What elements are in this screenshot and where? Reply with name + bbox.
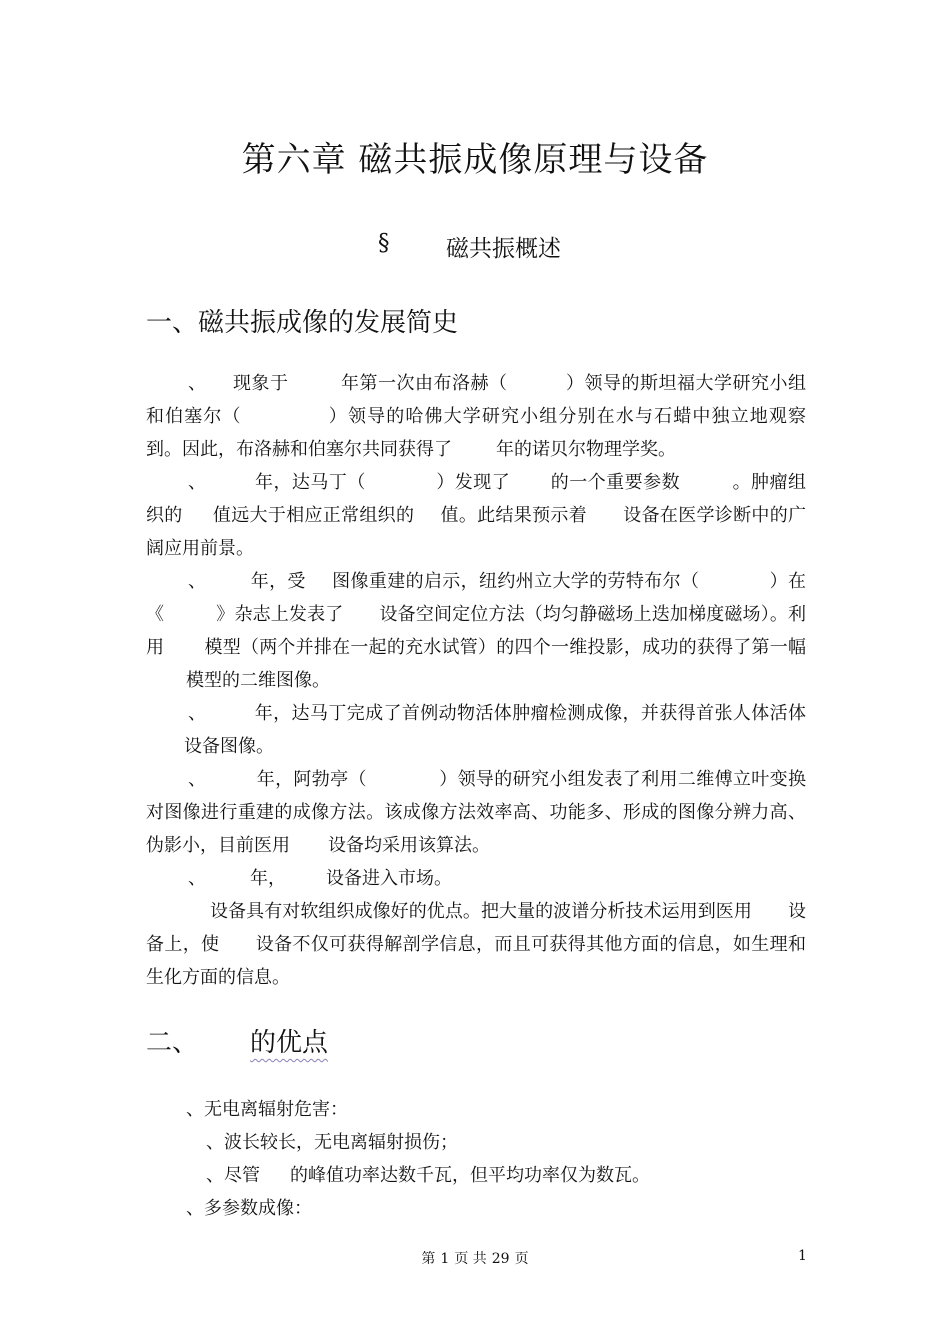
paragraph-1: 、 现象于 年第一次由布洛赫（ ）领导的斯坦福大学研究小组和伯塞尔（ ）领导的哈佛大学研究小组分别在水与石蜡中独立地观察到。因此，布洛赫和伯塞尔共同获得了 年的诺贝尔物理学奖。 bbox=[146, 373, 807, 460]
heading-advantages bbox=[146, 1022, 328, 1059]
paragraph-7: 设备具有对软组织成像好的优点。把大量的波谱分析技术运用到医用 设备上，使 设备不仅可获得解剖学信息，而且可获得其他方面的信息，如生理和生化方面的信息。 bbox=[146, 901, 807, 988]
heading-history: 一、磁共振成像的发展简史 bbox=[146, 308, 459, 338]
section-title: 磁共振概述 bbox=[446, 236, 561, 262]
paragraph-3: 、 年，受 图像重建的启示，纽约州立大学的劳特布尔（ ）在《 》杂志上发表了 设备空间定位方法（均匀静磁场上迭加梯度磁场）。利用 模型（两个并排在一起的充水试管）的四个一维投影，成功的获得了第一幅模型的二维图像。 bbox=[146, 571, 807, 691]
paragraph-4: 、 年，达马丁完成了首例动物活体肿瘤检测成像，并获得首张人体活体设备图像。 bbox=[184, 703, 807, 757]
section-symbol: § bbox=[378, 230, 390, 256]
paragraph-5: 、 年，阿勃亭（ ）领导的研究小组发表了利用二维傅立叶变换对图像进行重建的成像方法。该成像方法效率高、功能多、形成的图像分辨力高、伪影小，目前医用 设备均采用该算法。 bbox=[146, 769, 807, 856]
heading-advantages-number: 二、 bbox=[146, 1028, 199, 1058]
advantages-list bbox=[146, 1093, 806, 1225]
paragraph-6: 、 年， 设备进入市场。 bbox=[188, 868, 452, 889]
paragraph-2: 、 年，达马丁（ ）发现了 的一个重要参数 。肿瘤组织的 值远大于相应正常组织的 值。此结果预示着 设备在医学诊断中的广阔应用前景。 bbox=[146, 472, 807, 559]
list-item: 、尽管 的峰值功率达数千瓦，但平均功率仅为数瓦。 bbox=[206, 1165, 650, 1186]
list-item: 、波长较长，无电离辐射损伤； bbox=[206, 1132, 458, 1153]
chapter-title: 第六章 磁共振成像原理与设备 bbox=[241, 140, 709, 180]
history-body bbox=[146, 367, 806, 994]
list-item: 、多参数成像： bbox=[186, 1198, 312, 1219]
footer-page-count: 第 1 页 共 29 页 bbox=[421, 1251, 529, 1267]
heading-advantages-text: 的优点 bbox=[250, 1028, 329, 1058]
page-number: 1 bbox=[798, 1248, 807, 1264]
list-item: 、无电离辐射危害： bbox=[186, 1099, 348, 1120]
